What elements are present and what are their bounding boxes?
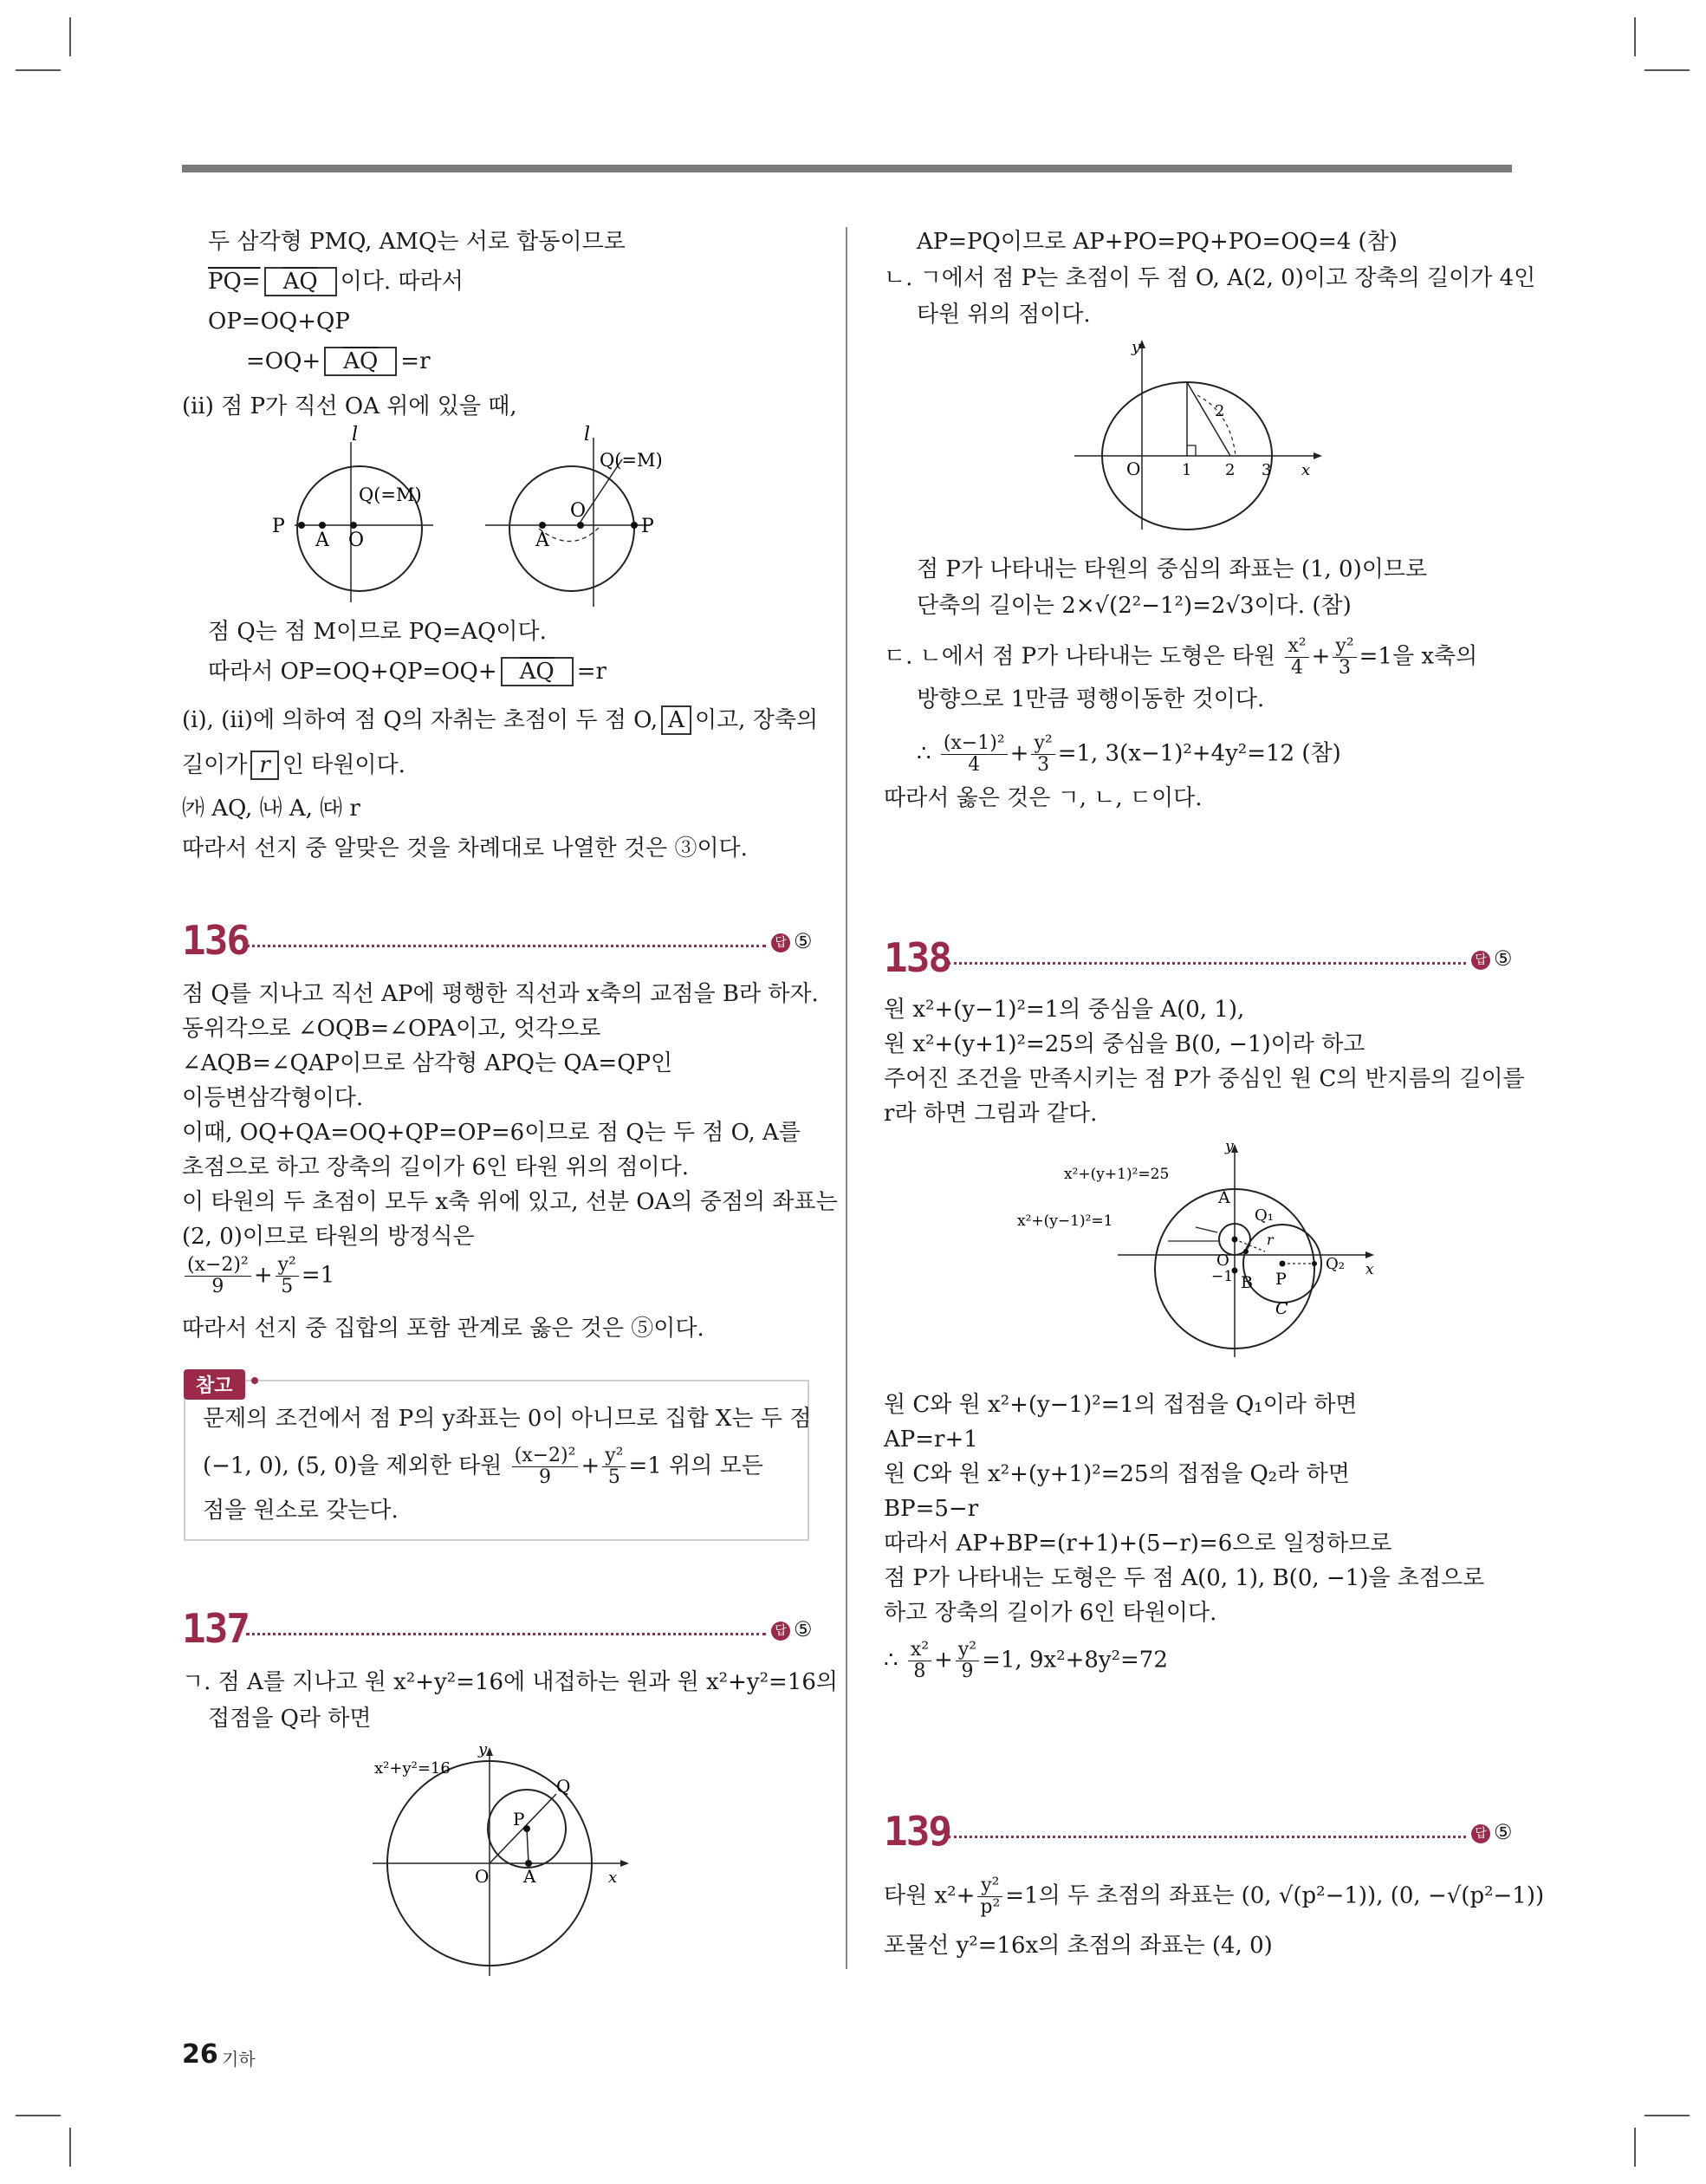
- case-ii-line: (ⅱ) 점 P가 직선 OA 위에 있을 때,: [182, 393, 517, 419]
- blank-box-r: r: [250, 751, 278, 780]
- p136-ellipse-equation: $\frac{\text{(x−2)²}}{9}$ + $\frac{\text{y²}}{5}$ =1: [182, 1255, 334, 1297]
- p138-line: r라 하면 그림과 같다.: [884, 1101, 1098, 1127]
- p138-line: AP=r+1: [884, 1427, 978, 1453]
- fig138-eq-small: x²+(y−1)²=1: [1017, 1212, 1113, 1230]
- p138-line: 하고 장축의 길이가 6인 타원이다.: [884, 1600, 1217, 1626]
- length-1: 길이가: [182, 752, 248, 778]
- section-name: 기하: [222, 2049, 256, 2070]
- crop-mark: [69, 2128, 71, 2167]
- p138-line: BP=5−r: [884, 1496, 979, 1522]
- fig138-q2: Q₂: [1326, 1255, 1345, 1273]
- problem-136-header: [182, 917, 814, 969]
- figure-case-ii: [272, 424, 710, 615]
- crop-mark: [69, 17, 71, 56]
- answer-badge-icon: 답: [1471, 951, 1490, 970]
- therefore-op: 따라서 OP=OQ+QP=OQ+: [208, 659, 497, 685]
- crop-mark: [16, 2115, 61, 2116]
- answers-line: ㈎ AQ, ㈏ A, ㈐ r: [182, 796, 360, 822]
- p136-line: ∠AQB=∠QAP이므로 삼각형 APQ는 QA=QP인: [182, 1050, 673, 1076]
- fraction: $\frac{\text{y²}}{3}$: [1333, 636, 1356, 679]
- reference-line-equation: (−1, 0), (5, 0)을 제외한 타원 $\frac{\text{(x−2)²}}{9}$ + $\frac{\text{y²}}{5}$ =1 위의 모든: [203, 1445, 763, 1488]
- reference-line: 점을 원소로 갖는다.: [203, 1498, 399, 1524]
- answer-value: ⑤: [1494, 1820, 1513, 1844]
- fig1-label-a: A: [315, 530, 329, 551]
- fig-ellipse-y: y: [1132, 338, 1141, 356]
- fig-ellipse-2: 2: [1225, 461, 1236, 479]
- locus-line: [182, 705, 818, 735]
- oq-label: =OQ+: [246, 348, 321, 374]
- crop-mark: [1634, 2128, 1636, 2167]
- answer-value: ⑤: [794, 1617, 813, 1641]
- page-number: 26: [182, 2039, 218, 2070]
- fig138-c: C: [1275, 1299, 1288, 1318]
- segment-pa: [527, 1829, 529, 1863]
- fig1-label-l: l: [352, 424, 359, 445]
- p136-line: 이등변삼각형이다.: [182, 1085, 364, 1111]
- answer-value: ⑤: [1494, 946, 1513, 971]
- fraction: $\frac{\text{y²}}{5}$: [276, 1255, 299, 1297]
- problem-137-header: [182, 1605, 814, 1657]
- fig137-o: O: [475, 1866, 490, 1887]
- right-line: 방향으로 1만큼 평행이동한 것이다.: [917, 686, 1265, 712]
- blank-box-aq-2: $\overline{AQ}$: [324, 347, 397, 376]
- fig138-x: x: [1365, 1261, 1374, 1278]
- p139-line: 타원 x²+ $\frac{\text{y²}}{\text{p²}}$ =1의 두 초점의 좌표는 (0, √(p²−1)), (0, −√(p²−1)): [884, 1875, 1545, 1918]
- pq-line: [208, 267, 464, 296]
- intro-line: 두 삼각형 PMQ, AMQ는 서로 합동이므로: [208, 229, 626, 255]
- fraction: $\frac{\text{(x−2)²}}{9}$: [185, 1255, 251, 1297]
- reference-tag: 참고: [184, 1369, 245, 1400]
- right-line: 타원 위의 점이다.: [917, 302, 1091, 328]
- right-line: 단축의 길이는 2×√(2²−1²)=2√3이다. (참): [917, 593, 1352, 619]
- p136-line: 초점으로 하고 장축의 길이가 6인 타원 위의 점이다.: [182, 1154, 689, 1180]
- p137-line: 접점을 Q라 하면: [208, 1706, 372, 1732]
- right-line: ㄴ. ㄱ에서 점 P는 초점이 두 점 O, A(2, 0)이고 장축의 길이가 4인: [884, 265, 1536, 291]
- p136-conclusion: 따라서 선지 중 집합의 포함 관계로 옳은 것은 ⑤이다.: [182, 1316, 704, 1342]
- fig2-label-o: O: [570, 500, 587, 522]
- fraction: $\frac{\text{y²}}{9}$: [956, 1640, 979, 1682]
- p138-line: 원 x²+(y+1)²=25의 중심을 B(0, −1)이라 하고: [884, 1031, 1365, 1057]
- p136-line: 점 Q를 지나고 직선 AP에 평행한 직선과 x축의 교점을 B라 하자.: [182, 981, 819, 1007]
- p138-line: 점 P가 나타내는 도형은 두 점 A(0, 1), B(0, −1)을 초점으로: [884, 1565, 1485, 1591]
- answer-label: [771, 1617, 813, 1641]
- p138-line: 원 x²+(y−1)²=1의 중심을 A(0, 1),: [884, 997, 1245, 1023]
- p138-line: 따라서 AP+BP=(r+1)+(5−r)=6으로 일정하므로: [884, 1531, 1392, 1557]
- length-line: [182, 751, 405, 780]
- reference-dot: [251, 1377, 258, 1384]
- fig138-b: B: [1241, 1273, 1253, 1292]
- p138-line: 원 C와 원 x²+(y+1)²=25의 접점을 Q₂라 하면: [884, 1461, 1350, 1487]
- p136-line: (2, 0)이므로 타원의 방정식은: [182, 1224, 475, 1250]
- column-divider: [846, 227, 847, 1969]
- right-line: 따라서 옳은 것은 ㄱ, ㄴ, ㄷ이다.: [884, 785, 1203, 811]
- p137-line: ㄱ. 점 A를 지나고 원 x²+y²=16에 내접하는 원과 원 x²+y²=16의: [182, 1669, 838, 1695]
- fraction: $\frac{\text{(x−2)²}}{9}$: [512, 1446, 579, 1488]
- fig138-r: r: [1267, 1232, 1274, 1248]
- p138-line: 주어진 조건을 만족시키는 점 P가 중심인 원 C의 반지름의 길이를: [884, 1066, 1525, 1092]
- fig137-p: P: [513, 1809, 525, 1830]
- dotted-rule: [948, 962, 1466, 965]
- blank-box-a: A: [661, 705, 691, 735]
- crop-mark: [1634, 17, 1636, 56]
- p136-line: 이때, OQ+QA=OQ+QP=OP=6이므로 점 Q는 두 점 O, A를: [182, 1120, 801, 1146]
- op-line: OP=OQ+QP: [208, 309, 350, 335]
- dotted-rule: [948, 1836, 1466, 1838]
- locus-2: 이고, 장축의: [694, 707, 819, 733]
- answer-badge-icon: 답: [1471, 1824, 1490, 1843]
- therefore-op-line: [208, 657, 607, 686]
- fig1-label-q: Q(=M): [359, 484, 422, 505]
- length-2: 인 타원이다.: [282, 752, 405, 778]
- fig137-x: x: [608, 1869, 618, 1887]
- problem-number: 138: [884, 934, 951, 981]
- fig2-label-l: l: [584, 424, 591, 445]
- fig2-label-a: A: [535, 530, 549, 551]
- problem-number: 139: [884, 1808, 951, 1855]
- fraction: $\frac{\text{y²}}{5}$: [602, 1446, 626, 1488]
- answer-badge-icon: 답: [771, 1622, 790, 1641]
- fraction: $\frac{\text{x²}}{4}$: [1285, 636, 1308, 679]
- answer-label: [771, 929, 813, 953]
- answer-label: [1471, 946, 1513, 971]
- blank-box-aq: $\overline{AQ}$: [264, 267, 337, 296]
- figure-137-ellipse: [1066, 335, 1334, 543]
- p138-final-equation: ∴ $\frac{\text{x²}}{8}$ + $\frac{\text{y²}}{9}$ =1, 9x²+8y²=72: [884, 1639, 1168, 1682]
- fig1-label-p: P: [272, 516, 285, 537]
- p139-line: 포물선 y²=16x의 초점의 좌표는 (4, 0): [884, 1933, 1273, 1959]
- conclusion-line: 따라서 선지 중 알맞은 것을 차례대로 나열한 것은 ③이다.: [182, 835, 748, 861]
- dotted-rule: [246, 1633, 766, 1635]
- problem-number: 136: [182, 917, 250, 964]
- right-line: AP=PQ이므로 AP+PO=PQ+PO=OQ=4 (참): [917, 229, 1398, 255]
- crop-mark: [1644, 69, 1690, 71]
- fig2-label-q: Q(=M): [600, 450, 663, 471]
- fig2-label-p: P: [641, 516, 654, 537]
- fig-ellipse-x: x: [1301, 461, 1311, 479]
- blank-box-aq-3: $\overline{AQ}$: [501, 657, 574, 686]
- p138-line: 원 C와 원 x²+(y−1)²=1의 접점을 Q₁이라 하면: [884, 1392, 1358, 1418]
- circle-right: [509, 466, 634, 591]
- figure-137: [364, 1742, 641, 1985]
- reference-line: 문제의 조건에서 점 P의 y좌표는 0이 아니므로 집합 X는 두 점: [203, 1406, 812, 1432]
- dotted-rule: [246, 945, 766, 947]
- fig138-y: y: [1225, 1138, 1234, 1155]
- fig137-y: y: [478, 1740, 488, 1758]
- reference-box: [184, 1375, 812, 1541]
- fig138-q1: Q₁: [1255, 1206, 1274, 1225]
- fraction: $\frac{\text{y²}}{3}$: [1031, 733, 1054, 776]
- right-line-fraction: ∴ $\frac{\text{(x−1)²}}{4}$ + $\frac{\text{y²}}{3}$ =1, 3(x−1)²+4y²=12 (참): [917, 732, 1341, 776]
- fig138-m1: −1: [1211, 1268, 1234, 1285]
- fig-ellipse-3: 3: [1262, 461, 1272, 479]
- header-rule: [182, 165, 1512, 172]
- locus-1: (ⅰ), (ⅱ)에 의하여 점 Q의 자취는 초점이 두 점 O,: [182, 707, 658, 733]
- fig-ellipse-1: 1: [1182, 461, 1192, 479]
- answer-value: ⑤: [794, 929, 813, 953]
- fig138-p: P: [1275, 1270, 1287, 1289]
- crop-mark: [1644, 2115, 1690, 2116]
- fig137-q: Q: [556, 1776, 571, 1797]
- fig137-a: A: [523, 1866, 536, 1887]
- fig1-label-o: O: [348, 530, 365, 551]
- fig-ellipse-seg: 2: [1215, 402, 1225, 420]
- fig138-o: O: [1216, 1251, 1229, 1270]
- fraction: $\frac{\text{(x−1)²}}{4}$: [941, 733, 1008, 776]
- eq-r: =r: [400, 348, 431, 374]
- fraction: $\frac{\text{x²}}{8}$: [908, 1640, 931, 1682]
- p136-line: 이 타원의 두 초점이 모두 x축 위에 있고, 선분 OA의 중점의 좌표는: [182, 1189, 838, 1215]
- right-line-fraction: ㄷ. ㄴ에서 점 P가 나타내는 도형은 타원 $\frac{\text{x²}}{4}$ + $\frac{\text{y²}}{3}$ =1을 x축의: [884, 635, 1478, 679]
- q-is-m-line: 점 Q는 점 M이므로 PQ=AQ이다.: [208, 619, 547, 645]
- answer-label: [1471, 1820, 1513, 1844]
- answer-badge-icon: 답: [771, 933, 790, 952]
- problem-139-header: [884, 1808, 1516, 1860]
- problem-number: 137: [182, 1605, 250, 1652]
- fig138-eq-big: x²+(y+1)²=25: [1064, 1166, 1170, 1183]
- crop-mark: [16, 69, 61, 71]
- pq-label: PQ=: [208, 269, 261, 295]
- right-line: 점 P가 나타내는 타원의 중심의 좌표는 (1, 0)이므로: [917, 556, 1428, 582]
- pq-tail: 이다. 따라서: [340, 269, 464, 295]
- eq-r-2: =r: [576, 659, 607, 685]
- figure-138: [1014, 1138, 1395, 1375]
- problem-138-header: [884, 934, 1516, 986]
- oq-line: [246, 347, 431, 376]
- fig137-eq: x²+y²=16: [374, 1759, 451, 1778]
- fig-ellipse-o: O: [1126, 458, 1141, 479]
- fraction: $\frac{\text{y²}}{\text{p²}}$: [977, 1875, 1002, 1918]
- p136-line: 동위각으로 ∠OQB=∠OPA이고, 엇각으로: [182, 1016, 601, 1042]
- fig138-a: A: [1218, 1188, 1230, 1207]
